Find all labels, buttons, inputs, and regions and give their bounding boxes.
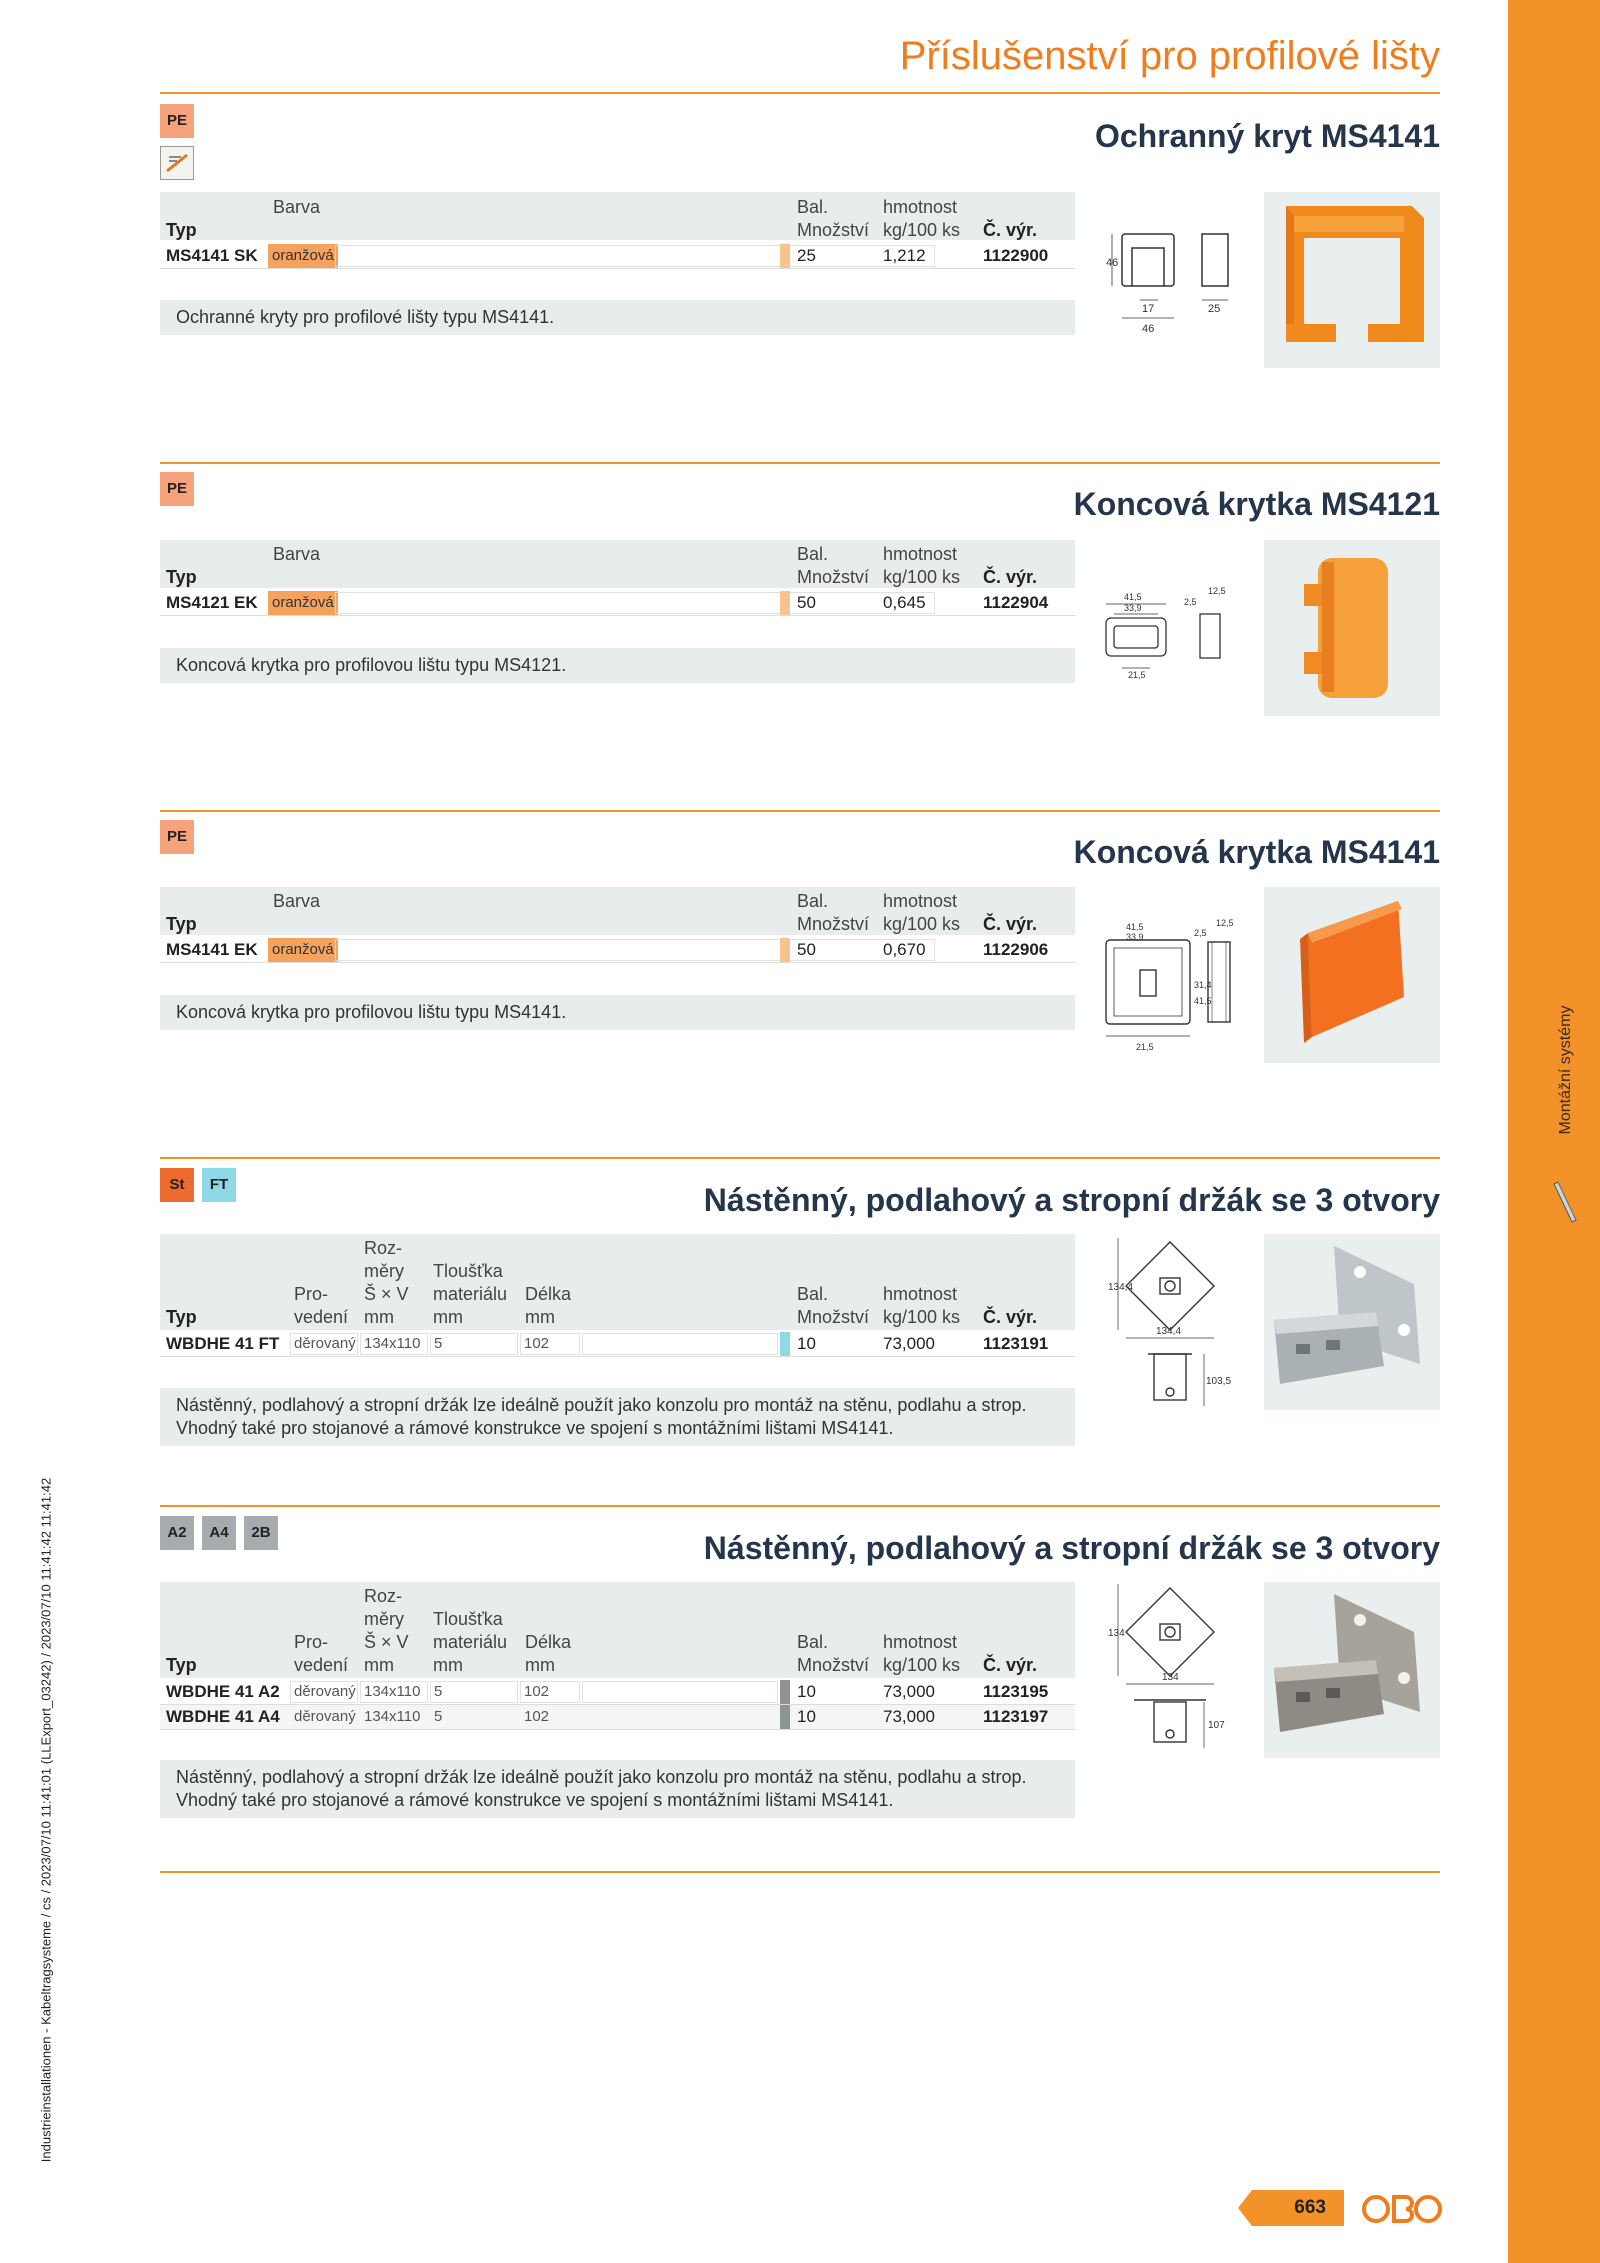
col-header-kg: kg/100 ks xyxy=(883,220,961,240)
col-header-hmotnost: hmotnost xyxy=(883,1632,958,1652)
product-title: Koncová krytka MS4121 xyxy=(1073,486,1440,522)
material-badge-pe: PE xyxy=(160,820,194,854)
col-header-barva: Barva xyxy=(273,891,321,911)
col-header-tloustka-unit: mm xyxy=(433,1655,463,1675)
cell-rozmery: 134x110 xyxy=(364,1708,421,1725)
description-line: Nástěnný, podlahový a stropní držák lze ideálně použít jako konzolu pro montáž na stěnu, podlahu a strop. xyxy=(176,1767,1027,1787)
cell-provedeni: děrovaný xyxy=(294,1683,356,1700)
dim-label: 33,9 xyxy=(1126,932,1144,942)
col-header-tloustka-unit: mm xyxy=(433,1307,463,1327)
col-header-hmotnost: hmotnost xyxy=(883,891,958,911)
cell-bal: 10 xyxy=(797,1682,816,1701)
dim-label: 21,5 xyxy=(1136,1042,1154,1052)
vertical-export-info: Industrieinstallationen - Kabeltragsysteme / cs / 2023/07/10 11:41:01 (LLExport_03242) / 2023/07/10 11:41:42 11:41:42 xyxy=(38,1477,54,2163)
cell-cislo: 1123195 xyxy=(983,1682,1049,1701)
table-row xyxy=(160,591,1075,616)
cell-cislo: 1122906 xyxy=(983,940,1049,959)
cell-cislo: 1122904 xyxy=(983,593,1049,612)
cell-empty xyxy=(335,592,935,614)
col-header-bal: Bal. xyxy=(797,1632,829,1652)
divider xyxy=(160,810,1440,812)
cell-empty xyxy=(335,245,935,267)
description-line: Vhodný také pro stojanové a rámové konstrukce ve spojení s montážními lištami MS4141. xyxy=(176,1418,894,1438)
dim-label: 12,5 xyxy=(1208,586,1226,596)
material-badge-a4: A4 xyxy=(202,1516,236,1550)
cell-delka: 102 xyxy=(524,1683,550,1700)
cell-hmotnost: 0,670 xyxy=(883,940,926,959)
row-marker xyxy=(780,244,790,268)
cell-empty xyxy=(582,1681,778,1703)
col-header-bal: Bal. xyxy=(797,544,829,564)
cell-typ: WBDHE 41 A2 xyxy=(166,1682,280,1701)
product-description xyxy=(160,1760,1075,1818)
col-header-cislo: Č. výr. xyxy=(983,567,1038,587)
cell-bal: 50 xyxy=(797,593,816,612)
col-header-bal: Bal. xyxy=(797,891,829,911)
dim-label: 31,4 xyxy=(1194,980,1212,990)
col-header-delka: Délka xyxy=(525,1284,572,1304)
cell-empty xyxy=(582,1333,778,1355)
cell-bal: 10 xyxy=(797,1707,816,1726)
dim-label: 103,5 xyxy=(1206,1376,1232,1387)
page-title: Příslušenství pro profilové lišty xyxy=(899,34,1440,78)
col-header-kg: kg/100 ks xyxy=(883,1307,961,1327)
cell-hmotnost: 73,000 xyxy=(883,1682,935,1701)
technical-drawing xyxy=(1098,912,1248,1060)
table-row xyxy=(160,1680,1075,1705)
col-header-rozmery-2: měry xyxy=(364,1261,404,1281)
col-header-rozmery-3: Š × V xyxy=(364,1632,409,1652)
col-header-typ: Typ xyxy=(166,1307,197,1327)
dim-label: 107 xyxy=(1208,1720,1225,1731)
divider xyxy=(160,92,1440,94)
cell-barva: oranžová xyxy=(268,938,338,962)
dim-label: 134,4 xyxy=(1156,1326,1182,1337)
col-header-rozmery-unit: mm xyxy=(364,1655,394,1675)
table-row xyxy=(160,938,1075,963)
col-header-tloustka: Tloušťka xyxy=(433,1261,503,1281)
cell-bal: 25 xyxy=(797,246,816,265)
dim-label: 2,5 xyxy=(1194,928,1207,938)
side-label: Montážní systémy xyxy=(1557,1005,1574,1135)
material-badge-a2: A2 xyxy=(160,1516,194,1550)
col-header-mnozstvi: Množství xyxy=(797,567,870,587)
page-number: 663 xyxy=(1294,2197,1326,2218)
col-header-typ: Typ xyxy=(166,1655,197,1675)
material-badge-st: St xyxy=(160,1168,194,1202)
cell-bal: 50 xyxy=(797,940,816,959)
dim-label: 21,5 xyxy=(1128,670,1146,680)
dim-label: 134 xyxy=(1108,1628,1125,1639)
description-line: Vhodný také pro stojanové a rámové konstrukce ve spojení s montážními lištami MS4141. xyxy=(176,1790,894,1810)
technical-drawing xyxy=(1108,1580,1238,1766)
col-header-bal: Bal. xyxy=(797,1284,829,1304)
dim-label: 41,5 xyxy=(1194,996,1212,1006)
technical-drawing xyxy=(1108,1234,1238,1420)
cell-barva: oranžová xyxy=(268,591,338,615)
product-photo xyxy=(1264,192,1440,368)
cell-rozmery: 134x110 xyxy=(364,1335,421,1352)
cell-tloustka: 5 xyxy=(434,1708,443,1725)
finish-badge-2b: 2B xyxy=(244,1516,278,1550)
dim-label: 134 xyxy=(1162,1672,1179,1683)
product-photo xyxy=(1264,1234,1440,1410)
product-photo xyxy=(1264,540,1440,716)
product-photo xyxy=(1264,887,1440,1063)
product-title: Ochranný kryt MS4141 xyxy=(1094,118,1440,154)
col-header-rozmery-2: měry xyxy=(364,1609,404,1629)
product-description: Koncová krytka pro profilovou lištu typu MS4141. xyxy=(160,995,1075,1030)
divider xyxy=(160,1871,1440,1873)
col-header-provedeni: Pro- xyxy=(294,1632,329,1652)
dim-label: 2,5 xyxy=(1184,597,1197,607)
cell-provedeni: děrovaný xyxy=(294,1708,356,1725)
cell-typ: MS4141 EK xyxy=(166,940,258,959)
col-header-barva: Barva xyxy=(273,197,321,217)
cell-cislo: 1122900 xyxy=(983,246,1049,265)
cell-typ: MS4141 SK xyxy=(166,246,258,265)
col-header-barva: Barva xyxy=(273,544,321,564)
cell-provedeni: děrovaný xyxy=(294,1335,356,1352)
cell-bal: 10 xyxy=(797,1334,816,1353)
table-row xyxy=(160,1705,1075,1730)
cell-delka: 102 xyxy=(524,1708,550,1725)
row-marker xyxy=(780,938,790,962)
col-header-kg: kg/100 ks xyxy=(883,1655,961,1675)
product-description xyxy=(160,1388,1075,1446)
cell-rozmery: 134x110 xyxy=(364,1683,421,1700)
cell-delka: 102 xyxy=(524,1335,550,1352)
divider xyxy=(160,1505,1440,1507)
dim-label: 12,5 xyxy=(1216,918,1234,928)
col-header-rozmery-unit: mm xyxy=(364,1307,394,1327)
col-header-typ: Typ xyxy=(166,914,197,934)
col-header-mnozstvi: Množství xyxy=(797,1655,870,1675)
dim-label: 46 xyxy=(1106,257,1119,269)
col-header-typ: Typ xyxy=(166,567,197,587)
row-marker xyxy=(780,1680,790,1704)
col-header-cislo: Č. výr. xyxy=(983,914,1038,934)
certification-icon xyxy=(160,146,194,180)
obo-logo xyxy=(1362,2192,1442,2226)
cell-hmotnost: 1,212 xyxy=(883,246,926,265)
cell-typ: WBDHE 41 A4 xyxy=(166,1707,280,1726)
rail-icon xyxy=(1552,1178,1578,1226)
dim-label: 33,9 xyxy=(1124,603,1142,613)
col-header-mnozstvi: Množství xyxy=(797,220,870,240)
col-header-provedeni: Pro- xyxy=(294,1284,329,1304)
col-header-rozmery: Roz- xyxy=(364,1238,403,1258)
divider xyxy=(160,1157,1440,1159)
dim-label: 41,5 xyxy=(1124,592,1142,602)
product-title: Koncová krytka MS4141 xyxy=(1073,834,1440,870)
col-header-bal: Bal. xyxy=(797,197,829,217)
col-header-mnozstvi: Množství xyxy=(797,1307,870,1327)
cell-box xyxy=(430,1681,518,1703)
table-row xyxy=(160,244,1075,269)
col-header-hmotnost: hmotnost xyxy=(883,1284,958,1304)
cell-tloustka: 5 xyxy=(434,1683,443,1700)
technical-drawing xyxy=(1102,222,1242,342)
cell-cislo: 1123191 xyxy=(983,1334,1049,1353)
cell-tloustka: 5 xyxy=(434,1335,443,1352)
table-row xyxy=(160,1332,1075,1357)
technical-drawing xyxy=(1098,580,1238,680)
col-header-delka-unit: mm xyxy=(525,1655,555,1675)
col-header-delka: Délka xyxy=(525,1632,572,1652)
col-header-cislo: Č. výr. xyxy=(983,1655,1038,1675)
col-header-hmotnost: hmotnost xyxy=(883,197,958,217)
side-bar xyxy=(1508,0,1600,2263)
col-header-cislo: Č. výr. xyxy=(983,220,1038,240)
col-header-provedeni-2: vedení xyxy=(294,1307,349,1327)
col-header-kg: kg/100 ks xyxy=(883,567,961,587)
col-header-tloustka-2: materiálu xyxy=(433,1632,508,1652)
cell-barva: oranžová xyxy=(268,244,338,268)
col-header-tloustka-2: materiálu xyxy=(433,1284,508,1304)
col-header-kg: kg/100 ks xyxy=(883,914,961,934)
cell-hmotnost: 73,000 xyxy=(883,1707,935,1726)
product-title: Nástěnný, podlahový a stropní držák se 3 otvory xyxy=(703,1530,1440,1566)
finish-badge-ft: FT xyxy=(202,1168,236,1202)
cell-typ: MS4121 EK xyxy=(166,593,258,612)
product-photo xyxy=(1264,1582,1440,1758)
cell-typ: WBDHE 41 FT xyxy=(166,1334,280,1353)
cell-hmotnost: 73,000 xyxy=(883,1334,935,1353)
col-header-delka-unit: mm xyxy=(525,1307,555,1327)
col-header-hmotnost: hmotnost xyxy=(883,544,958,564)
cell-cislo: 1123197 xyxy=(983,1707,1049,1726)
description-line: Nástěnný, podlahový a stropní držák lze ideálně použít jako konzolu pro montáž na stěnu, podlahu a strop. xyxy=(176,1395,1027,1415)
dim-label: 46 xyxy=(1142,323,1155,335)
row-marker xyxy=(780,1332,790,1356)
col-header-rozmery: Roz- xyxy=(364,1586,403,1606)
col-header-tloustka: Tloušťka xyxy=(433,1609,503,1629)
dim-label: 17 xyxy=(1142,303,1155,315)
product-description: Ochranné kryty pro profilové lišty typu MS4141. xyxy=(160,300,1075,335)
row-marker xyxy=(780,1705,790,1729)
dim-label: 134,4 xyxy=(1108,1282,1134,1293)
divider xyxy=(160,462,1440,464)
material-badge-pe: PE xyxy=(160,472,194,506)
product-title: Nástěnný, podlahový a stropní držák se 3 otvory xyxy=(703,1182,1440,1218)
col-header-rozmery-3: Š × V xyxy=(364,1284,409,1304)
material-badge-pe: PE xyxy=(160,104,194,138)
col-header-mnozstvi: Množství xyxy=(797,914,870,934)
col-header-cislo: Č. výr. xyxy=(983,1307,1038,1327)
cell-empty xyxy=(335,939,935,961)
row-marker xyxy=(780,591,790,615)
cell-box xyxy=(430,1333,518,1355)
col-header-provedeni-2: vedení xyxy=(294,1655,349,1675)
product-description: Koncová krytka pro profilovou lištu typu MS4121. xyxy=(160,648,1075,683)
dim-label: 41,5 xyxy=(1126,922,1144,932)
col-header-typ: Typ xyxy=(166,220,197,240)
cell-hmotnost: 0,645 xyxy=(883,593,926,612)
dim-label: 25 xyxy=(1208,303,1221,315)
